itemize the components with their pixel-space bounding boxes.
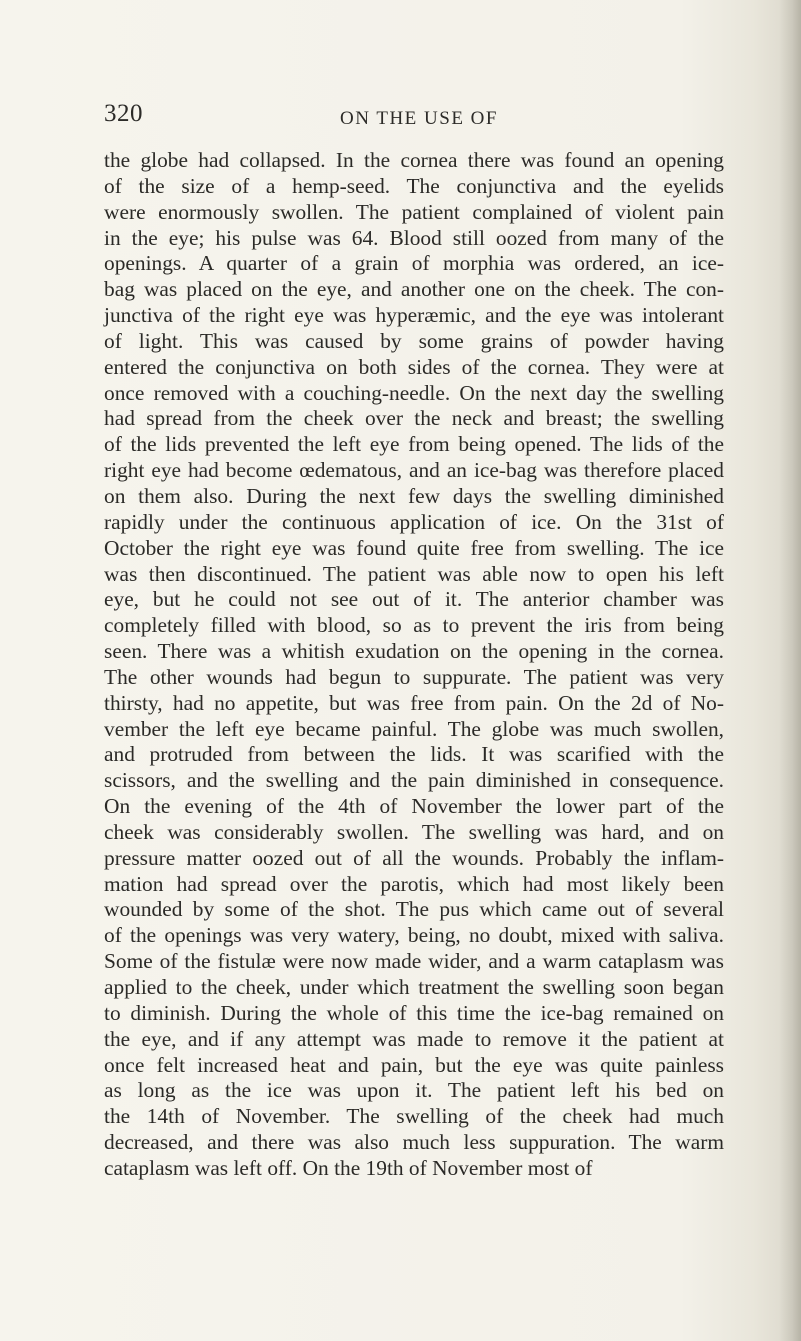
body-text xyxy=(104,148,724,1182)
text-line: decreased, and there was also much less suppuration. The warm xyxy=(104,1130,724,1155)
text-line: the eye, and if any attempt was made to remove it the patient at xyxy=(104,1026,724,1051)
text-line: of light. This was caused by some grains of powder having xyxy=(104,328,724,353)
text-line: rapidly under the continuous application of ice. On the 31st of xyxy=(104,509,724,534)
text-line: right eye had become œdematous, and an ice-bag was therefore placed xyxy=(104,458,724,483)
text-line: as long as the ice was upon it. The patient left his bed on xyxy=(104,1078,724,1103)
text-line: completely filled with blood, so as to prevent the iris from being xyxy=(104,613,724,638)
text-line: openings. A quarter of a grain of morphia was ordered, an ice- xyxy=(104,251,724,276)
text-line: once removed with a couching-needle. On the next day the swelling xyxy=(104,380,724,405)
text-line: Some of the fistulæ were now made wider, and a warm cataplasm was xyxy=(104,949,724,974)
running-title: ON THE USE OF xyxy=(340,108,498,129)
text-line: October the right eye was found quite free from swelling. The ice xyxy=(104,535,724,560)
text-line: applied to the cheek, under which treatment the swelling soon began xyxy=(104,975,724,999)
text-line: mation had spread over the parotis, which had most likely been xyxy=(104,871,724,896)
text-line: vember the left eye became painful. The globe was much swollen, xyxy=(104,716,724,741)
text-line: eye, but he could not see out of it. The anterior chamber was xyxy=(104,587,724,612)
text-line: wounded by some of the shot. The pus which came out of several xyxy=(104,897,724,922)
text-line: entered the conjunctiva on both sides of the cornea. They were at xyxy=(104,354,724,379)
text-line: to diminish. During the whole of this time the ice-bag remained on xyxy=(104,1000,724,1025)
text-line: cataplasm was left off. On the 19th of November most of xyxy=(104,1155,593,1180)
text-line: junctiva of the right eye was hyperæmic, and the eye was intolerant xyxy=(104,303,724,328)
text-line: the globe had collapsed. In the cornea there was found an opening xyxy=(104,148,724,172)
text-line: once felt increased heat and pain, but the eye was quite painless xyxy=(104,1052,724,1077)
text-line: had spread from the cheek over the neck and breast; the swelling xyxy=(104,406,724,431)
text-line: bag was placed on the eye, and another one on the cheek. The con- xyxy=(104,277,724,302)
page-number: 320 xyxy=(104,100,143,127)
text-line: On the evening of the 4th of November the lower part of the xyxy=(104,794,724,819)
text-line: pressure matter oozed out of all the wounds. Probably the inflam- xyxy=(104,845,724,870)
text-line: of the openings was very watery, being, no doubt, mixed with saliva. xyxy=(104,923,724,948)
text-line: were enormously swollen. The patient complained of violent pain xyxy=(104,199,724,224)
text-line: was then discontinued. The patient was able now to open his left xyxy=(104,561,724,586)
text-line: thirsty, had no appetite, but was free from pain. On the 2d of No- xyxy=(104,690,724,715)
text-line: of the size of a hemp-seed. The conjunctiva and the eyelids xyxy=(104,173,724,198)
page-edge-shadow xyxy=(779,0,801,1341)
text-line: on them also. During the next few days the swelling diminished xyxy=(104,483,724,508)
text-line: cheek was considerably swollen. The swelling was hard, and on xyxy=(104,819,724,844)
text-line: scissors, and the swelling and the pain diminished in consequence. xyxy=(104,768,724,793)
text-line: seen. There was a whitish exudation on the opening in the cornea. xyxy=(104,639,724,664)
page-header xyxy=(104,98,704,138)
text-line: the 14th of November. The swelling of the cheek had much xyxy=(104,1104,724,1129)
text-line: and protruded from between the lids. It was scarified with the xyxy=(104,742,724,767)
text-line: of the lids prevented the left eye from being opened. The lids of the xyxy=(104,432,724,457)
text-line: in the eye; his pulse was 64. Blood still oozed from many of the xyxy=(104,225,724,250)
text-line: The other wounds had begun to suppurate. The patient was very xyxy=(104,664,724,689)
